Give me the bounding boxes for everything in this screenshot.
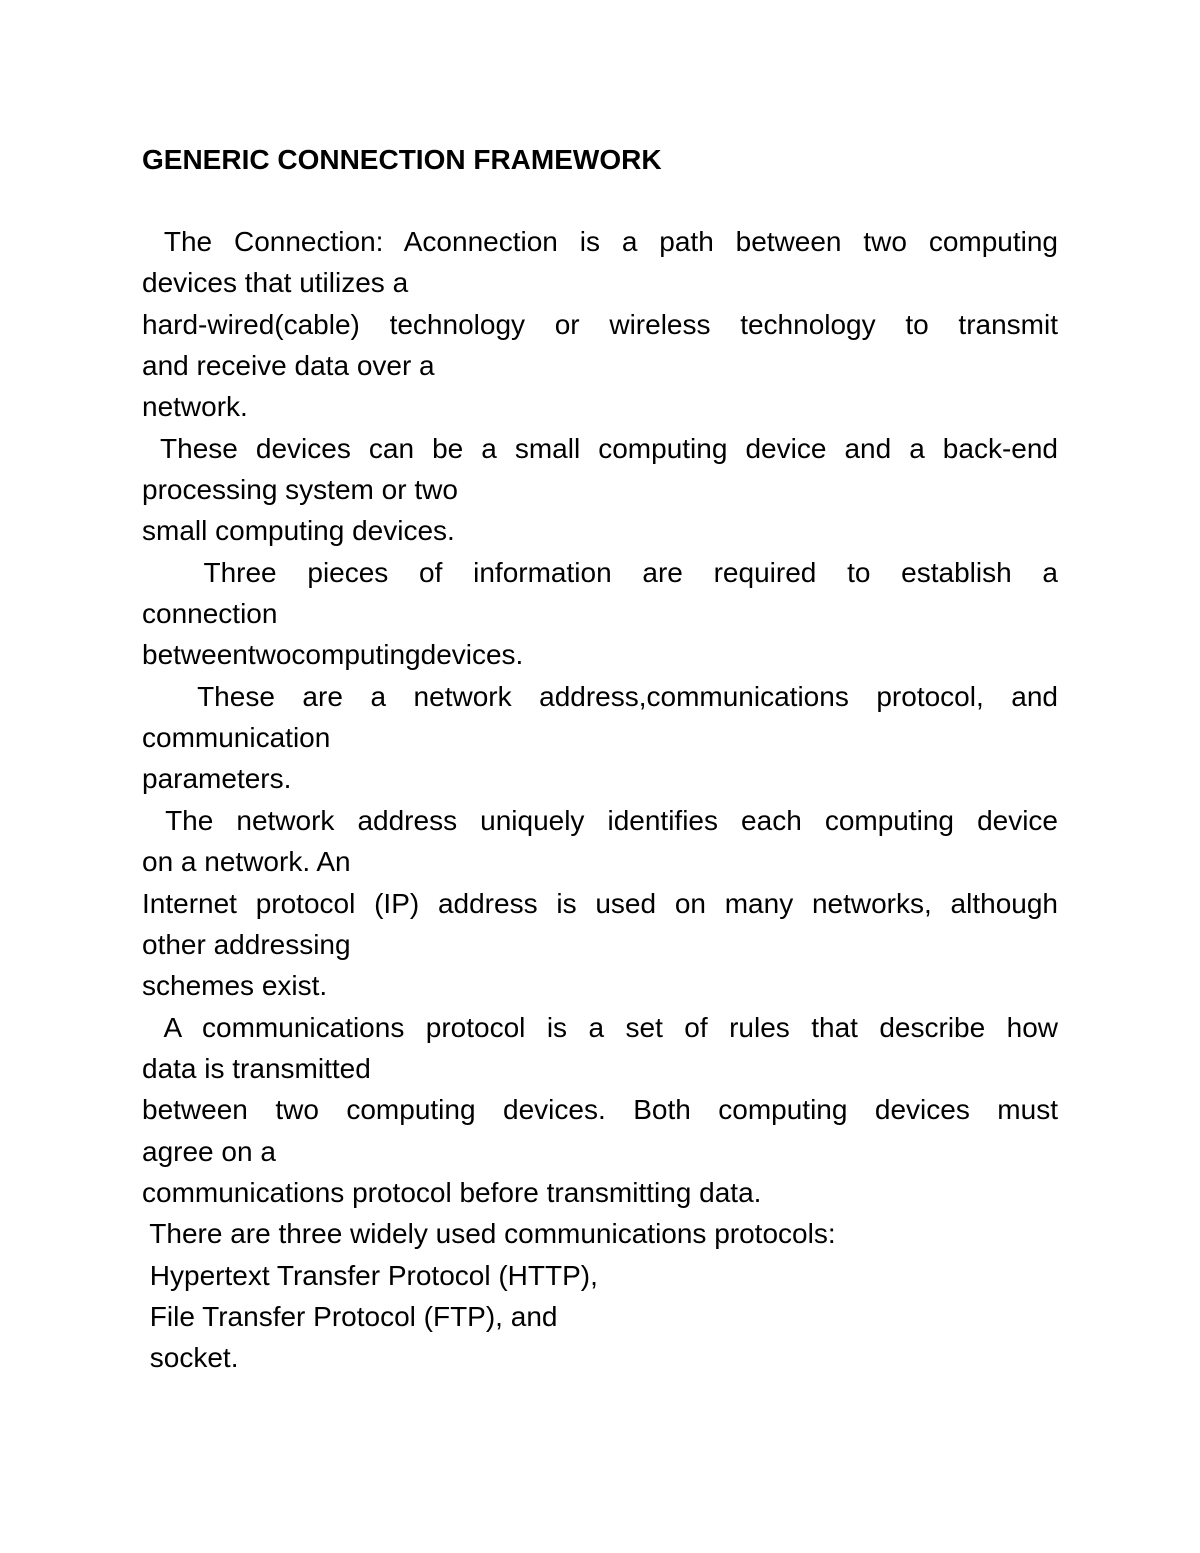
text-line: communication [142, 722, 331, 754]
text-line: devices that utilizes a [142, 267, 409, 299]
document-body [142, 221, 1058, 1379]
text-line: A communications protocol is a set of rules that describe how [142, 1011, 1059, 1043]
text-line: processing system or two [142, 474, 458, 506]
text-line: Hypertext Transfer Protocol (HTTP), [142, 1259, 598, 1291]
text-line: The Connection: Aconnection is a path between two computing [142, 226, 1058, 257]
text-line: Three pieces of information are required to establish a [142, 556, 1058, 588]
text-line: parameters. [142, 763, 292, 795]
text-line: agree on a [142, 1135, 276, 1167]
text-line: hard-wired(cable) technology or wireless technology to transmit [142, 308, 1058, 340]
text-line: socket. [142, 1342, 239, 1374]
text-line: small computing devices. [142, 515, 455, 547]
text-line: other addressing [142, 928, 351, 960]
text-line: These are a network address,communications protocol, and [142, 680, 1058, 712]
text-line: These devices can be a small computing device and a back-end [142, 432, 1058, 464]
text-line: File Transfer Protocol (FTP), and [142, 1300, 558, 1332]
text-line: connection [142, 598, 278, 630]
text-line: and receive data over a [142, 350, 435, 382]
text-line: between two computing devices. Both computing devices must [142, 1094, 1058, 1126]
text-line: communications protocol before transmitting data. [142, 1176, 762, 1208]
text-line: data is transmitted [142, 1052, 371, 1084]
text-line: Internet protocol (IP) address is used on many networks, although [142, 887, 1058, 919]
text-line: The network address uniquely identifies each computing device [142, 804, 1058, 836]
text-line: betweentwocomputingdevices. [142, 639, 524, 671]
document-title: GENERIC CONNECTION FRAMEWORK [142, 144, 662, 175]
text-line: There are three widely used communications protocols: [142, 1218, 836, 1250]
text-line: on a network. An [142, 846, 351, 878]
text-line: schemes exist. [142, 970, 328, 1002]
text-line: network. [142, 391, 248, 423]
